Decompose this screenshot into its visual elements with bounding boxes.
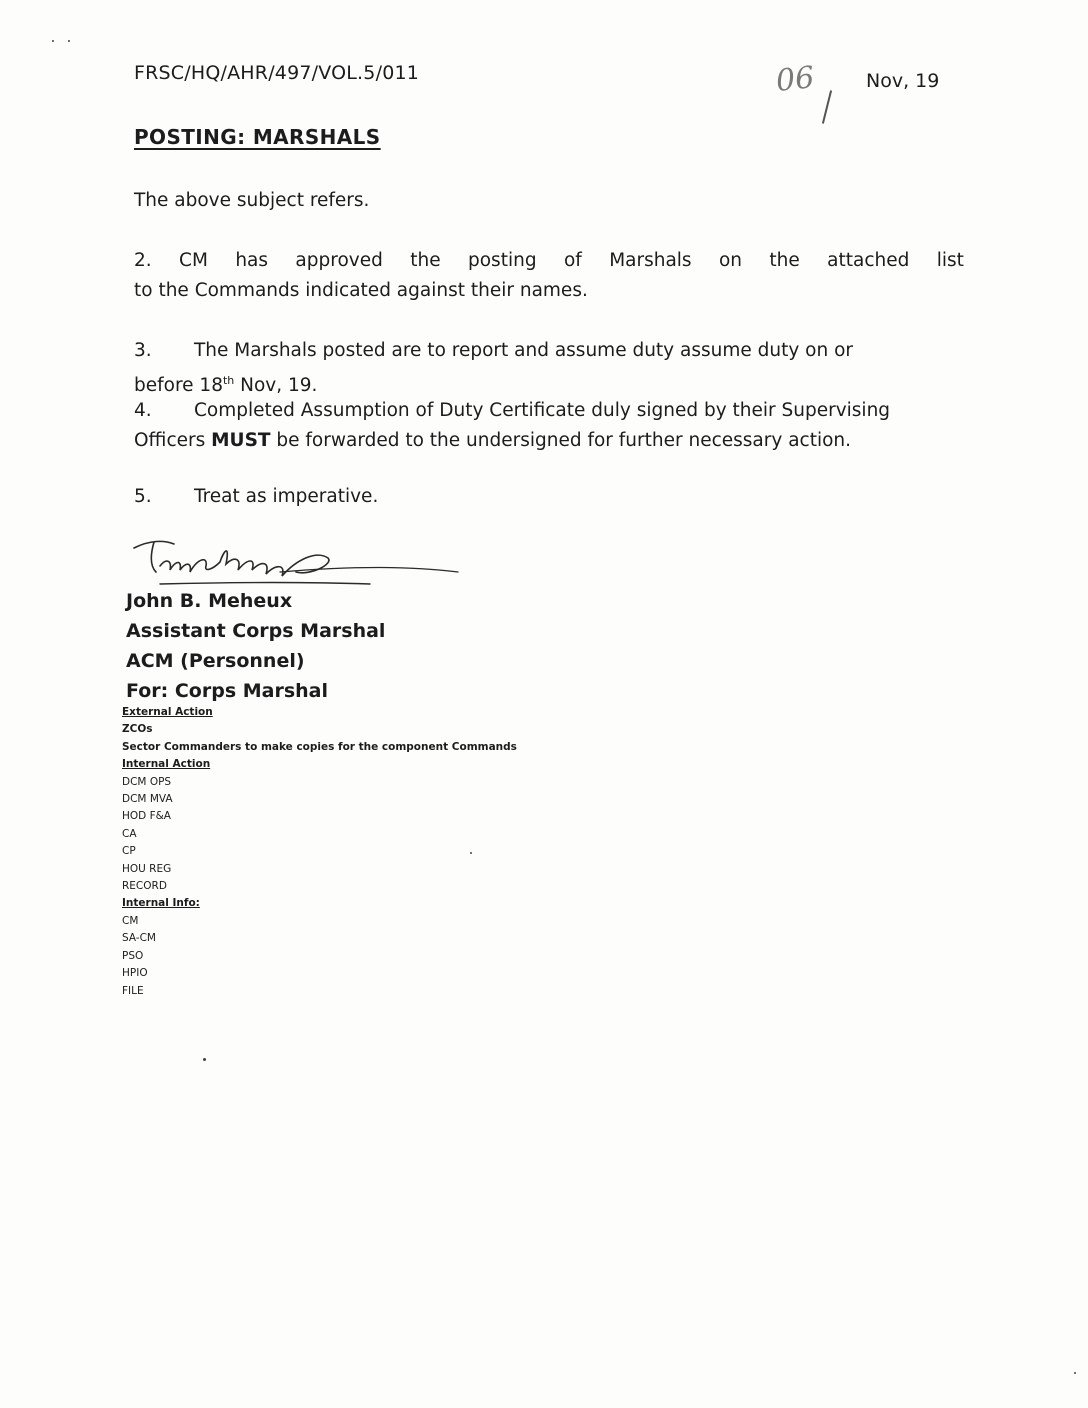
paragraph-4-line-2-post: be forwarded to the undersigned for further necessary action. xyxy=(270,430,852,451)
scan-speck xyxy=(203,1058,206,1061)
ordinal-suffix: th xyxy=(222,374,235,387)
reference-number: FRSC/HQ/AHR/497/VOL.5/011 xyxy=(134,62,420,84)
signatory-office: ACM (Personnel) xyxy=(126,650,305,672)
scan-speck xyxy=(470,852,472,854)
distribution-item: HOU REG xyxy=(122,862,172,875)
distribution-item: FILE xyxy=(122,984,144,997)
distribution-item: HPIO xyxy=(122,967,148,980)
paragraph-3-line-1 xyxy=(134,336,934,366)
paragraph-5-text: Treat as imperative. xyxy=(194,486,379,507)
intro-paragraph: The above subject refers. xyxy=(134,190,370,211)
signatory-for: For: Corps Marshal xyxy=(126,680,329,702)
paragraph-5 xyxy=(134,482,378,512)
distribution-item: DCM OPS xyxy=(122,775,172,788)
handwritten-date-slash xyxy=(822,90,832,123)
distribution-item: SA-CM xyxy=(122,932,156,945)
emphasis-must: MUST xyxy=(211,430,271,451)
external-action-header: External Action xyxy=(122,706,213,718)
paragraph-2-line-2: to the Commands indicated against their names. xyxy=(134,280,588,301)
paragraph-3 xyxy=(134,336,934,401)
paragraph-number: 4. xyxy=(134,400,152,421)
scan-speck xyxy=(52,40,54,42)
signatory-title: Assistant Corps Marshal xyxy=(126,620,386,642)
signatory-name: John B. Meheux xyxy=(126,590,293,612)
paragraph-2-word: Marshals xyxy=(609,250,692,271)
subject-heading: POSTING: MARSHALS xyxy=(134,125,381,149)
internal-action-header: Internal Action xyxy=(122,758,211,771)
paragraph-2-word: has xyxy=(235,250,269,271)
date-month-year: Nov, 19 xyxy=(866,70,940,92)
handwritten-date-day: 06 xyxy=(774,60,816,99)
paragraph-3-line-2-post: Nov, 19. xyxy=(234,375,318,397)
distribution-item: Sector Commanders to make copies for the component Commands xyxy=(122,740,517,753)
paragraph-4-line-2-pre: Officers xyxy=(134,430,212,451)
distribution-item: CP xyxy=(122,845,136,858)
scan-speck xyxy=(1074,1372,1076,1374)
paragraph-2-word: the xyxy=(410,250,441,271)
paragraph-4-line-2 xyxy=(134,426,954,456)
paragraph-2-word: posting xyxy=(468,250,537,271)
paragraph-4 xyxy=(134,396,954,456)
paragraph-number: 5. xyxy=(134,486,152,507)
paragraph-2-word: attached xyxy=(827,250,910,271)
paragraph-2-word: approved xyxy=(295,250,383,271)
paragraph-number: 2. xyxy=(134,250,152,271)
paragraph-2-word: CM xyxy=(179,250,208,271)
paragraph-2 xyxy=(134,246,964,306)
paragraph-3-text: The Marshals posted are to report and assume duty assume duty on or xyxy=(194,340,854,361)
distribution-item: RECORD xyxy=(122,880,167,893)
scan-speck xyxy=(68,40,70,42)
paragraph-2-word: list xyxy=(936,250,964,271)
paragraph-2-word: on xyxy=(718,250,743,271)
paragraph-2-word: of xyxy=(563,250,582,271)
distribution-item: CM xyxy=(122,914,139,927)
paragraph-number: 3. xyxy=(134,340,152,361)
paragraph-2-word: the xyxy=(769,250,800,271)
distribution-item: CA xyxy=(122,827,137,840)
paragraph-4-line-1 xyxy=(134,396,954,426)
distribution-item: DCM MVA xyxy=(122,793,173,806)
distribution-list xyxy=(122,704,517,1000)
distribution-item: ZCOs xyxy=(122,723,153,736)
paragraph-3-line-2-pre: before 18 xyxy=(134,375,223,397)
paragraph-4-text: Completed Assumption of Duty Certificate duly signed by their Supervising xyxy=(194,400,891,421)
distribution-item: HOD F&A xyxy=(122,810,171,823)
paragraph-2-line-1 xyxy=(134,246,964,276)
signature-block xyxy=(126,586,385,706)
distribution-item: PSO xyxy=(122,949,144,962)
internal-info-header: Internal Info: xyxy=(122,897,200,910)
